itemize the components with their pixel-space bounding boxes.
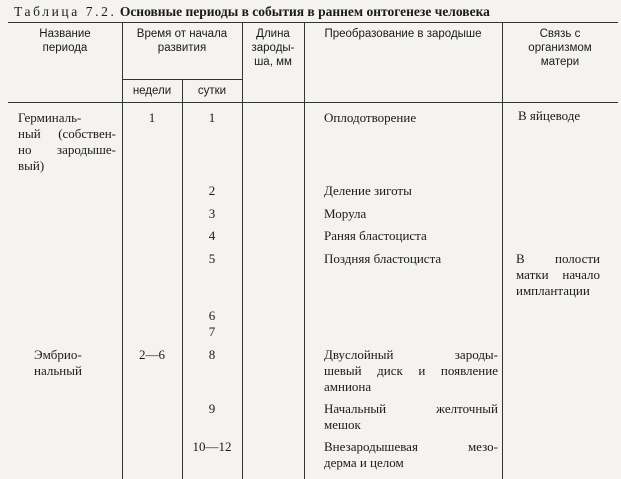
header-period-name: Название периода: [39, 28, 91, 54]
day-5: 5: [208, 251, 216, 266]
event-early-blastocyst: Раняя бластоциста: [324, 228, 427, 243]
day-7: 7: [208, 324, 216, 339]
header-time-since-start: Время от начала развития: [136, 28, 228, 54]
link-oviduct: В яйцеводе: [518, 108, 581, 123]
event-bilaminar-disc: Двуслойный зароды- шевый диск и появление амниона: [324, 347, 498, 394]
column-divider: [182, 80, 183, 479]
day-9: 9: [208, 401, 216, 416]
header-weeks: недели: [132, 85, 172, 97]
weeks-embryonic: 2—6: [139, 347, 165, 362]
column-divider: [242, 22, 243, 479]
day-3: 3: [208, 206, 216, 221]
column-divider: [304, 22, 305, 479]
header-bottom-rule: [8, 102, 618, 103]
header-top-rule: [8, 22, 618, 23]
event-yolk-sac: Начальный желточный мешок: [324, 401, 498, 432]
day-8: 8: [208, 347, 216, 362]
column-divider: [502, 22, 503, 479]
day-1: 1: [208, 110, 216, 125]
event-extraembryonic-mesoderm: Внезародышевая мезо- дерма и целом: [324, 439, 498, 470]
weeks-germinal: 1: [148, 110, 156, 125]
event-zygote-division: Деление зиготы: [324, 183, 412, 198]
period-germinal: Герминаль- ный (собствен- но зародыше- вый): [18, 110, 116, 173]
header-days: сутки: [197, 85, 227, 97]
event-fertilization: Оплодотворение: [324, 110, 417, 125]
table-title: [14, 4, 614, 20]
header-transformation: Преобразование в зародыше: [324, 28, 482, 40]
event-morula: Морула: [324, 206, 367, 221]
table-caption: Основные периоды в события в раннем онтогенезе человека: [119, 4, 490, 19]
header-maternal-link: Связь с организмом матери: [528, 28, 592, 68]
day-6: 6: [208, 308, 216, 323]
event-late-blastocyst: Поздняя бластоциста: [324, 251, 442, 266]
header-length: Длина зароды- ша, мм: [251, 28, 295, 68]
day-10-12: 10—12: [192, 439, 232, 454]
link-uterus-implantation: В полости матки начало имплантации: [516, 251, 600, 298]
day-4: 4: [208, 228, 216, 243]
table-number: Таблица 7.2.: [14, 4, 117, 19]
day-2: 2: [208, 183, 216, 198]
period-embryonic: Эмбрио- нальный: [34, 347, 82, 378]
